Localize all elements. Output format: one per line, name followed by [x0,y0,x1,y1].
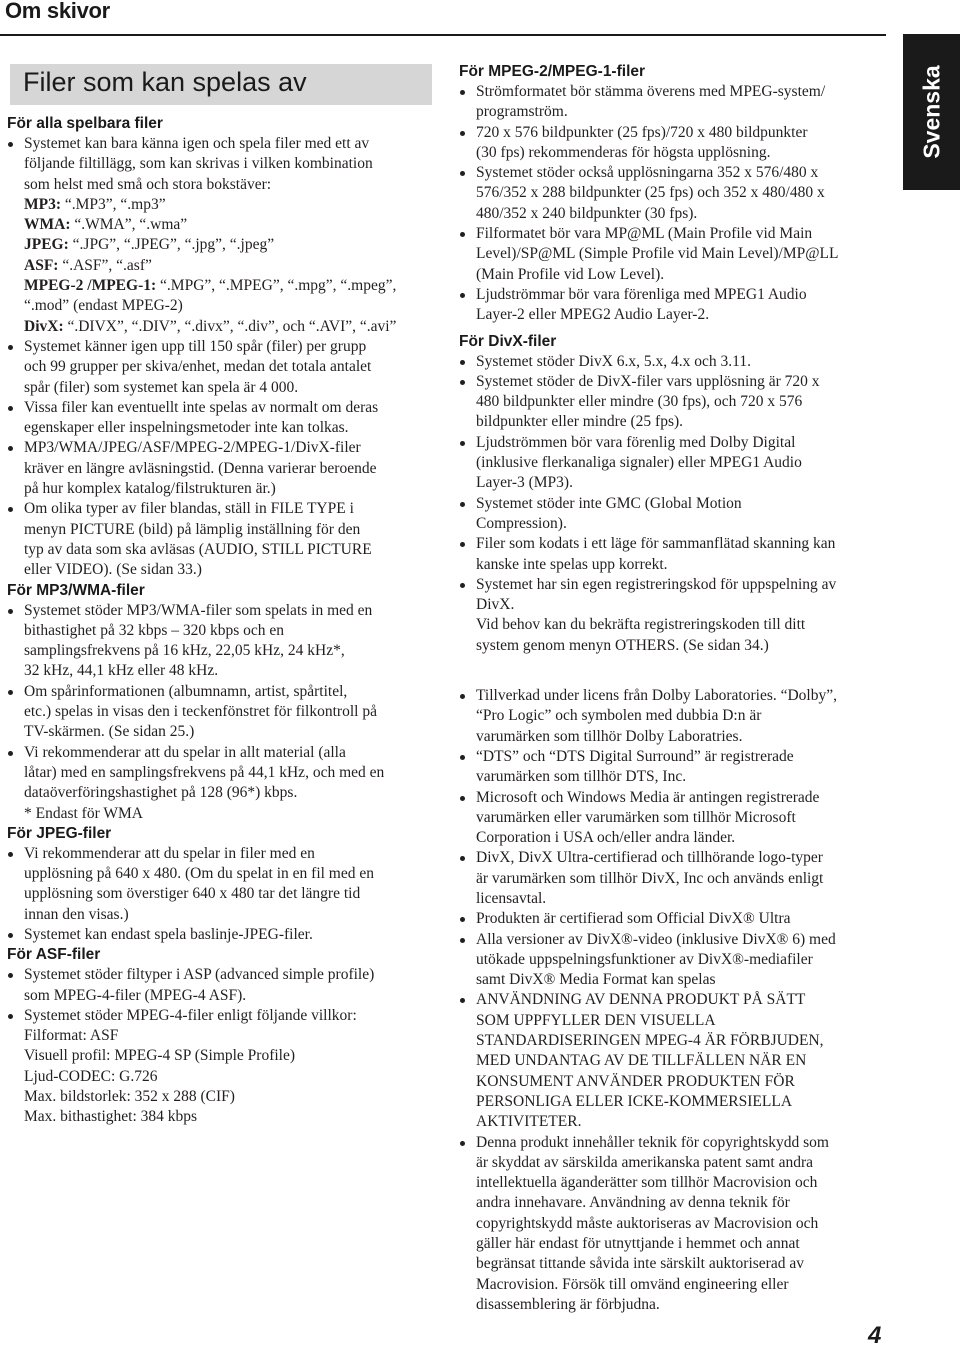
list-item: Filformatet bör vara MP@ML (Main Profile vid Main Level)/SP@ML (Simple Profile vid Main Level)/MP@LL (Main Profile vid Low Level). [459,224,886,285]
list-item: Om spårinformationen (albumnamn, artist, spårtitel, etc.) spelas in visas den i teckenfönstret för filkontroll på TV-skärmen. (Se sidan 25.) [7,682,432,743]
format-mp3: MP3: “.MP3”, “.mp3” [24,195,166,213]
mp3-wma-list [7,601,432,804]
list-item: Systemet stöder MPEG-4-filer enligt följande villkor: Filformat: ASF Visuell profil: MPEG-4 SP (Simple Profile) Ljud-CODEC: G.726 Max. bildstorlek: 352 x 288 (CIF) Max. bithastighet: 384 kbps [7,1006,432,1128]
format-asf: ASF: “.ASF”, “.asf” [24,256,152,274]
list-item: Systemet kan endast spela baslinje-JPEG-filer. [7,925,432,945]
list-item: Systemet stöder DivX 6.x, 5.x, 4.x och 3.11. [459,352,886,372]
asf-list [7,965,432,1127]
list-item: Systemet känner igen upp till 150 spår (filer) per grupp och 99 grupper per skiva/enhet, medan det totala antalet spår (filer) som systemet kan spela är 4 000. [7,337,432,398]
section-title-band [10,64,432,105]
list-item: Systemet stöder också upplösningarna 352 x 576/480 x 576/352 x 288 bildpunkter (25 fps) och 352 x 480/480 x 480/352 x 240 bildpunkter (30 fps). [459,163,886,224]
list-item: Filer som kodats i ett läge för sammanflätad skanning kan kanske inte spelas upp korrekt. [459,534,886,575]
list-item: ANVÄNDNING AV DENNA PRODUKT PÅ SÄTT SOM UPPFYLLER DEN VISUELLA STANDARDISERINGEN MPEG-4 ÄR FÖRBJUDEN, MED UNDANTAG AV DE TILLFÄLLEN NÄR EN KONSUMENT ANVÄNDER PRODUKTEN FÖR PERSONLIGA ELLER ICKE-KOMMERSIELLA AKTIVITETER. [459,990,886,1132]
list-item: Vi rekommenderar att du spelar in filer med en upplösning på 640 x 480. (Om du spelat in en fil med en upplösning som överstiger 640 x 480 tar det längre tid innan den visas.) [7,844,432,925]
list-item: Vissa filer kan eventuellt inte spelas av normalt om deras egenskaper eller inspelningsmetoder inte kan tolkas. [7,398,432,439]
divx-list [459,352,886,656]
mpeg-list [459,82,886,326]
section-title: Filer som kan spelas av [23,67,307,97]
list-item: Vi rekommenderar att du spelar in allt material (alla låtar) med en samplingsfrekvens på 44,1 kHz, och med en dataöverföringshastighet på 128 (96*) kbps. [7,743,432,804]
list-item: Ljudströmmar bör vara förenliga med MPEG1 Audio Layer-2 eller MPEG2 Audio Layer-2. [459,285,886,326]
wma-footnote: * Endast för WMA [24,804,143,822]
list-item: Systemet stöder filtyper i ASP (advanced simple profile) som MPEG-4-filer (MPEG-4 ASF). [7,965,432,1006]
list-item: Systemet har sin egen registreringskod för uppspelning av DivX. Vid behov kan du bekräfta registreringskoden till ditt system genom menyn OTHERS. (Se sidan 34.) [459,575,886,656]
list-item: Om olika typer av filer blandas, ställ in FILE TYPE i menyn PICTURE (bild) på lämplig inställning för den typ av data som ska avläsas (AUDIO, STILL PICTURE eller VIDEO). (Se sidan 33.) [7,499,432,580]
heading-mpeg: För MPEG-2/MPEG-1-filer [459,63,646,80]
heading-jpeg: För JPEG-filer [7,824,112,842]
list-item: MP3/WMA/JPEG/ASF/MPEG-2/MPEG-1/DivX-filer kräver en längre avläsningstid. (Denna varierar beroende på hur komplex katalog/filstrukturen är.) [7,438,432,499]
list-item: Systemet kan bara känna igen och spela filer med ett av följande filtillägg, som kan skrivas i vilken kombination som helst med små och stora bokstäver: [7,134,432,195]
language-tab-label: Svenska [918,65,944,159]
list-item: Denna produkt innehåller teknik för copyrightskydd som är skyddat av särskilda amerikanska patent samt andra intellektuella äganderätter som tillhör Macrovision och andra innehavare. Användning av denna teknik för copyrightskydd måste auktoriseras av Macrovision och gäller här endast för utnyttjande i hemmet och annat begränsat tittande såvida inte särskilt auktoriserad av Macrovision. Försök till omvänd engineering eller disassemblering är förbjudna. [459,1133,886,1316]
jpeg-list [7,844,432,945]
format-divx: DivX: “.DIVX”, “.DIV”, “.divx”, “.div”, och “.AVI”, “.avi” [24,317,397,335]
list-item: Alla versioner av DivX®-video (inklusive DivX® 6) med utökade uppspelningsfunktioner av DivX®-mediafiler samt DivX® Media Format kan spelas [459,930,886,991]
right-column [459,62,886,1315]
all-files-notes [7,337,432,581]
list-item: Produkten är certifierad som Official DivX® Ultra [459,909,886,929]
page-number: 4 [868,1322,882,1349]
list-item: Tillverkad under licens från Dolby Laboratories. “Dolby”, “Pro Logic” och symbolen med dubbia D:n är varumärken som tillhör Dolby Laboratries. [459,686,886,747]
list-item: Microsoft och Windows Media är antingen registrerade varumärken eller varumärken som tillhör Microsoft Corporation i USA och/eller andra länder. [459,788,886,849]
list-item: DivX, DivX Ultra-certifierad och tillhörande logo-typer är varumärken som tillhör DivX, Inc och används enligt licensavtal. [459,848,886,909]
list-item: Systemet stöder MP3/WMA-filer som spelats in med en bithastighet på 32 kbps – 320 kbps och en samplingsfrekvens på 16 kHz, 22,05 kHz, 24 kHz*, 32 kHz, 44,1 kHz eller 48 kHz. [7,601,432,682]
all-files-list [7,134,432,195]
language-tab [903,34,960,190]
heading-all-files: För alla spelbara filer [7,115,163,132]
spacer [459,656,886,686]
page-header-title: Om skivor [5,0,110,23]
format-mpeg: MPEG-2 /MPEG-1: “.MPG”, “.MPEG”, “.mpg”, “.mpeg”, “.mod” (endast MPEG-2) [24,277,397,315]
list-item: Ljudströmmen bör vara förenlig med Dolby Digital (inklusive flerkanaliga signaler) eller MPEG1 Audio Layer-3 (MP3). [459,433,886,494]
list-item: Strömformatet bör stämma överens med MPEG-system/ programström. [459,82,886,123]
heading-mp3-wma: För MP3/WMA-filer [7,581,145,599]
format-list [7,195,432,337]
list-item: “DTS” och “DTS Digital Surround” är registrerade varumärken som tillhör DTS, Inc. [459,747,886,788]
list-item: 720 x 576 bildpunkter (25 fps)/720 x 480 bildpunkter (30 fps) rekommenderas för högsta upplösning. [459,123,886,164]
format-wma: WMA: “.WMA”, “.wma” [24,216,188,234]
legal-notices [459,686,886,1315]
heading-divx: För DivX-filer [459,332,557,350]
list-item: Systemet stöder inte GMC (Global Motion Compression). [459,494,886,535]
header-rule [0,34,886,36]
heading-asf: För ASF-filer [7,946,101,964]
format-jpeg: JPEG: “.JPG”, “.JPEG”, “.jpg”, “.jpeg” [24,236,275,254]
list-item: Systemet stöder de DivX-filer vars upplösning är 720 x 480 bildpunkter eller mindre (30 fps), och 720 x 576 bildpunkter eller mindre (25 fps). [459,372,886,433]
left-column [7,64,432,1128]
